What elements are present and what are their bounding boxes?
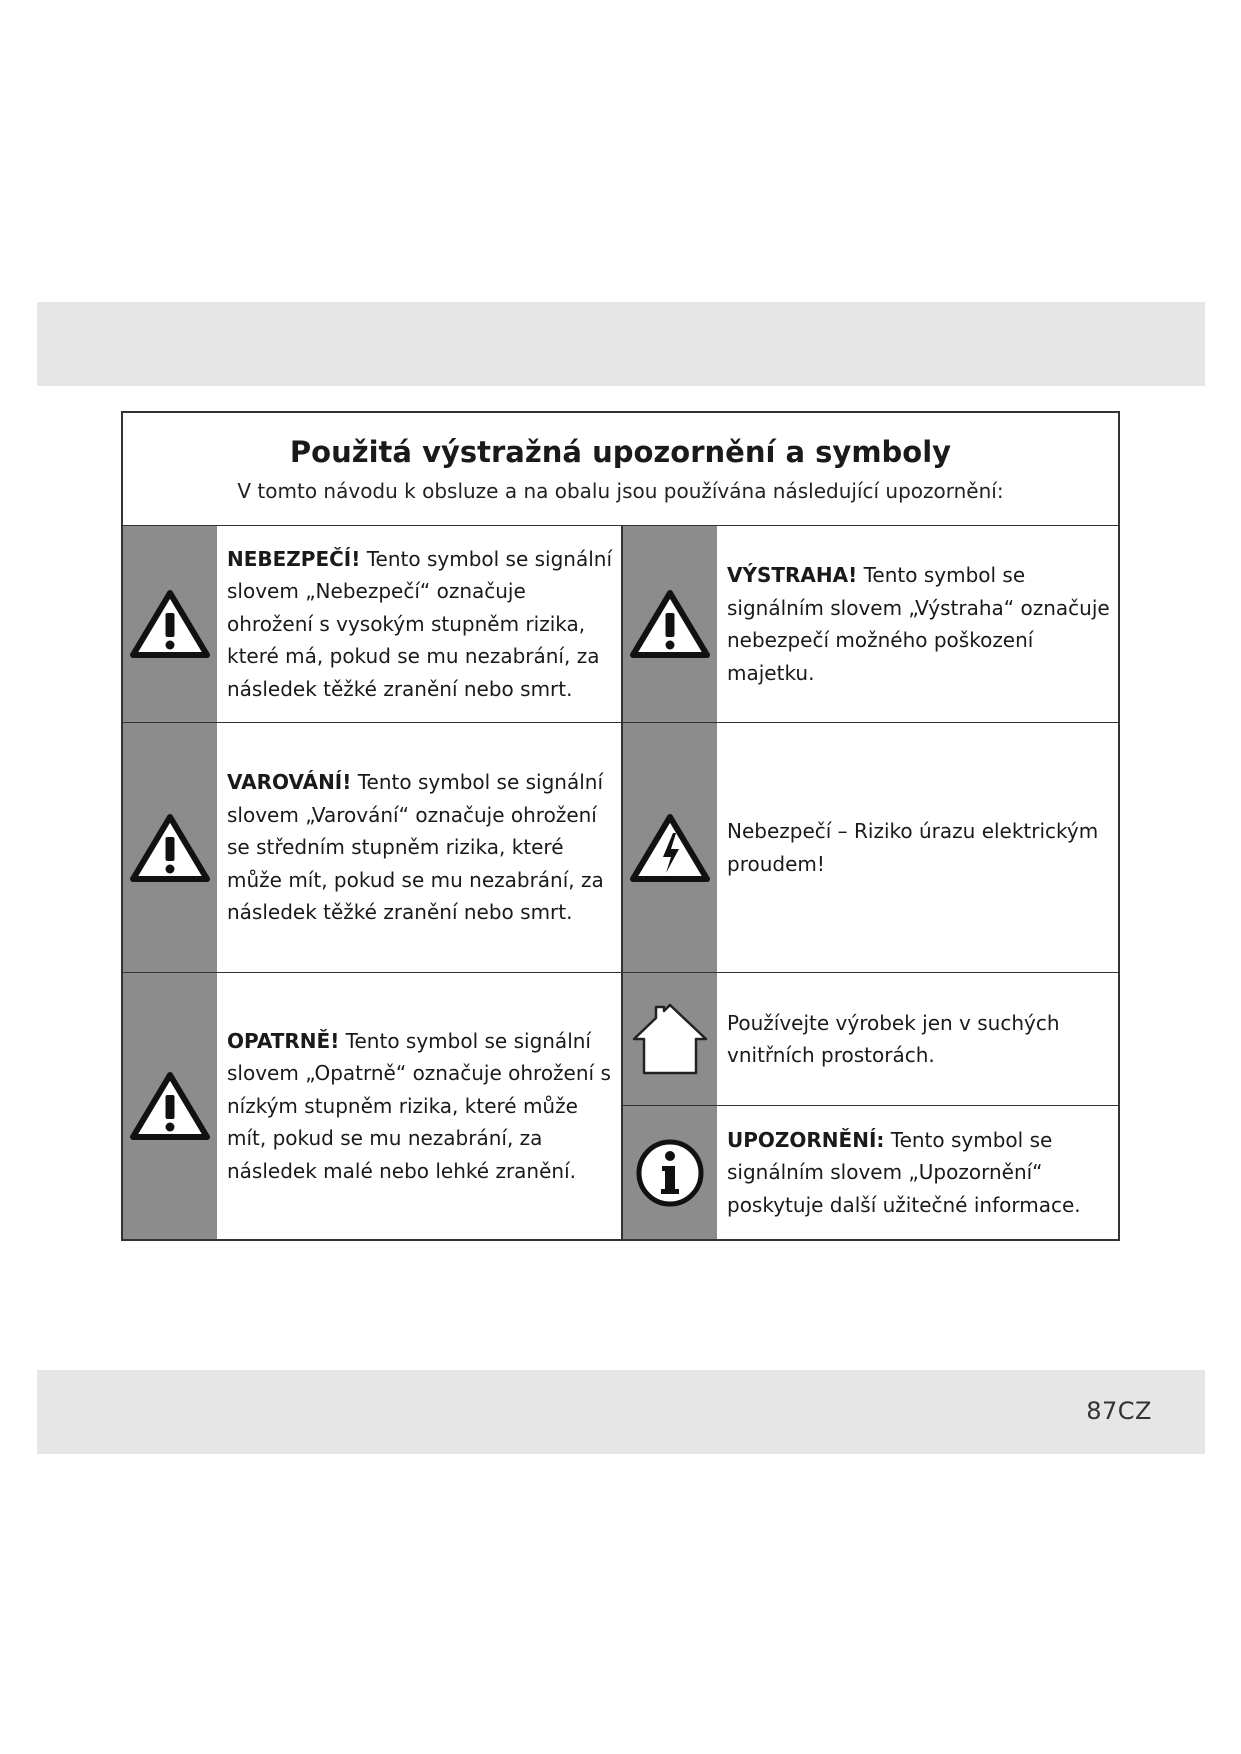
signal-word: UPOZORNĚNÍ: <box>727 1127 885 1152</box>
warning-triangle-icon <box>630 589 710 659</box>
cell-description: Nebezpečí – Riziko úrazu elektrickým proudem! <box>727 819 1099 876</box>
table-header <box>123 413 1118 526</box>
page-subtitle: V tomto návodu k obsluze a na obalu jsou používána následující upozornění: <box>237 479 1004 503</box>
cell-description: Tento symbol se signální slovem „Varování“ označuje ohrožení se středním stupněm rizika, které může mít, pokud se mu nezabrání, za následek těžké zranění nebo smrt. <box>227 770 604 925</box>
house-icon <box>630 1001 710 1077</box>
cell-indoor <box>623 973 1118 1106</box>
warning-triangle-icon <box>130 1071 210 1141</box>
cell-opatrne <box>123 973 621 1239</box>
icon-column <box>123 973 217 1239</box>
cell-description: Tento symbol se signální slovem „Opatrně“ označuje ohrožení s nízkým stupněm rizika, které může mít, pokud se mu nezabrání, za následek malé nebo lehké zranění. <box>227 1028 611 1183</box>
electric-hazard-icon <box>630 813 710 883</box>
signal-word: VAROVÁNÍ! <box>227 770 352 795</box>
cell-text <box>727 526 1112 722</box>
cell-text <box>727 723 1112 972</box>
icon-column <box>123 723 217 972</box>
page-title: Použitá výstražná upozornění a symboly <box>289 435 952 469</box>
info-icon <box>634 1137 706 1209</box>
cell-elektro <box>623 723 1118 973</box>
icon-column <box>623 526 717 722</box>
warning-triangle-icon <box>130 589 210 659</box>
cell-varovani <box>123 723 621 973</box>
cell-upozorneni <box>623 1106 1118 1239</box>
icon-column <box>623 723 717 972</box>
icon-column <box>623 1106 717 1239</box>
cell-text <box>727 973 1112 1105</box>
cell-description: Tento symbol se signální slovem „Nebezpečí“ označuje ohrožení s vysokým stupněm rizika, které má, pokud se mu nezabrání, za následek těžké zranění nebo smrt. <box>227 546 613 701</box>
signal-word: NEBEZPEČÍ! <box>227 546 361 571</box>
cell-text <box>227 723 615 972</box>
cell-description: Tento symbol se signálním slovem „Upozornění“ poskytuje další užitečné informace. <box>727 1127 1081 1217</box>
cell-text <box>227 526 615 722</box>
cell-description: Tento symbol se signálním slovem „Výstraha“ označuje nebezpečí možného poškození majetku. <box>727 563 1110 685</box>
signal-word: OPATRNĚ! <box>227 1028 340 1053</box>
cell-text <box>227 973 615 1239</box>
cell-text <box>727 1106 1112 1239</box>
top-band <box>37 302 1205 386</box>
cell-description: Používejte výrobek jen v suchých vnitřních prostorách. <box>727 1010 1060 1067</box>
warnings-table <box>121 411 1120 1241</box>
bottom-band <box>37 1370 1205 1454</box>
signal-word: VÝSTRAHA! <box>727 563 858 587</box>
cell-nebezpeci <box>123 526 621 723</box>
icon-column <box>623 973 717 1105</box>
icon-column <box>123 526 217 722</box>
page-number: 87CZ <box>1086 1397 1152 1425</box>
cell-vystraha <box>623 526 1118 723</box>
warning-triangle-icon <box>130 813 210 883</box>
